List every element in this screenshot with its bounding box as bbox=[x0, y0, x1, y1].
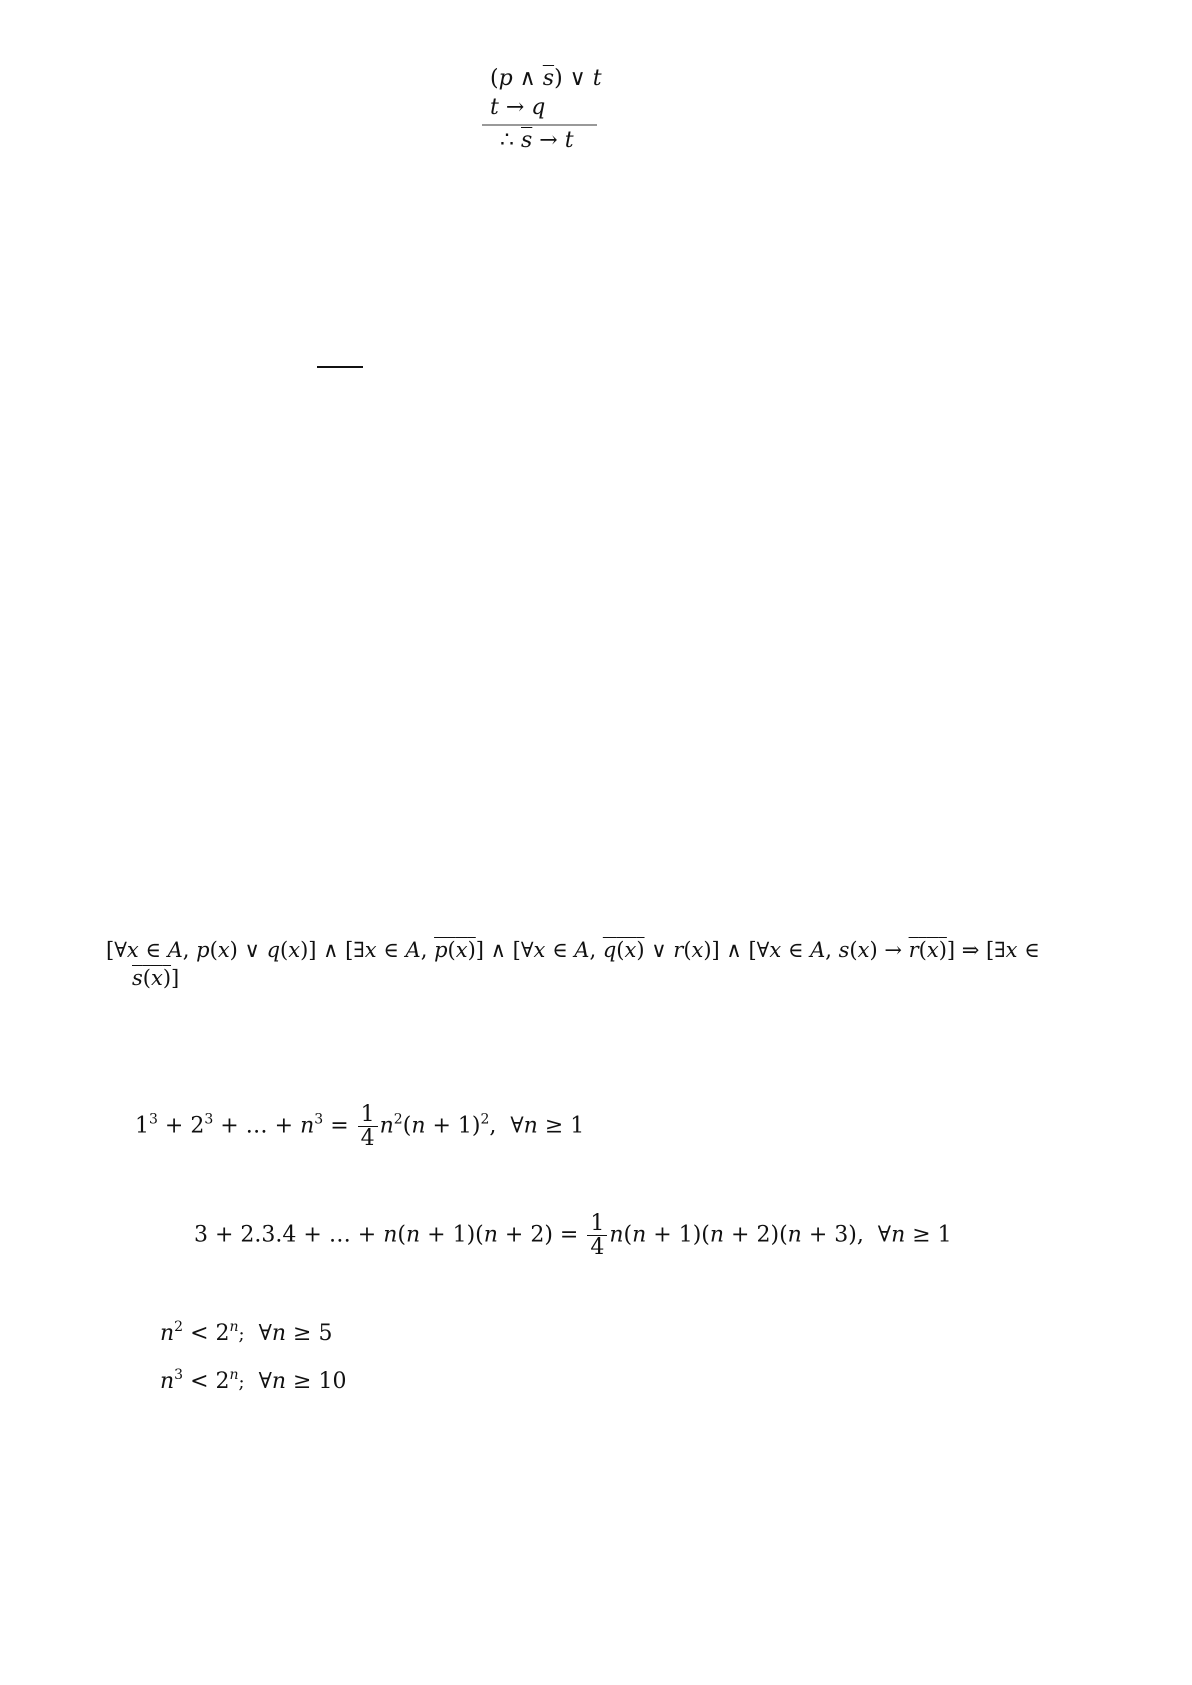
overline-fragment bbox=[317, 366, 363, 368]
conclusion: ∴ $\overline{s} \to t$ bbox=[500, 128, 574, 153]
inequality-1: $n^2 < 2^n$; ∀n ≥ 5 bbox=[160, 1319, 333, 1346]
sum-products-formula: 3 + 2.3.4 + … + n(n + 1)(n + 2) = $\frac{1}{4}$ n(n + 1)(n + 2)(n + 3), ∀n ≥ 1 bbox=[194, 1211, 952, 1261]
argument-rule bbox=[482, 124, 597, 126]
quantified-line-2: s(x)] bbox=[132, 966, 180, 990]
inequality-2: $n^3 < 2^n$; ∀n ≥ 10 bbox=[160, 1367, 347, 1394]
premise-2: t → q bbox=[490, 95, 546, 120]
premise-1: (p ∧ $\overline{s}$) ∨ t bbox=[490, 66, 602, 91]
quantified-line-1: [∀x ∈ A, p(x) ∨ q(x)] ∧ [∃x ∈ A, p(x)] ∧ [∀x ∈ A, q(x) ∨ r(x)] ∧ [∀x ∈ A, s(x) → r(x)] ⇒ [∃x ∈ bbox=[106, 938, 1040, 962]
fraction-one-quarter: $\frac{1}{4}$ bbox=[587, 1212, 607, 1259]
sum-cubes-formula: $1^3 + 2^3$ + … + $n^3$ = $\frac{1}{4}$ $n^2(n + 1)^2$, ∀n ≥ 1 bbox=[135, 1102, 585, 1152]
fraction-one-quarter: $\frac{1}{4}$ bbox=[358, 1103, 378, 1150]
